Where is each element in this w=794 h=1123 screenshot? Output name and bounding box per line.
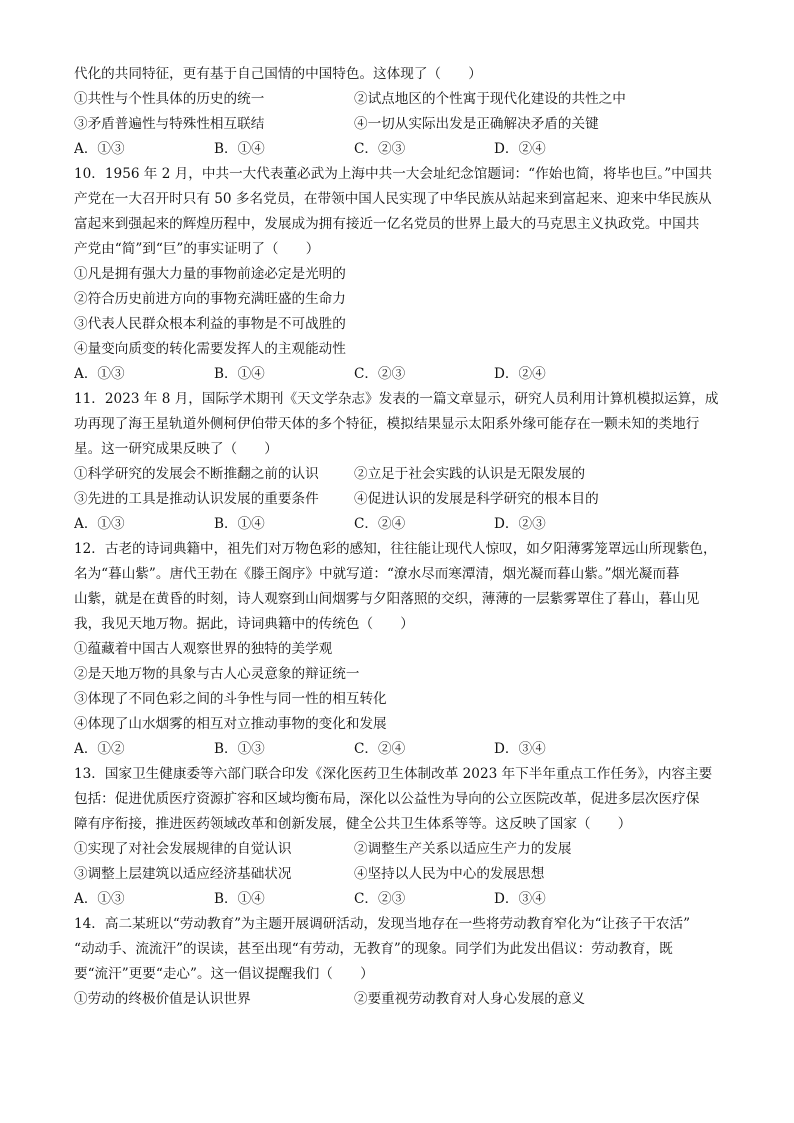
q12-option-a: A．①②	[74, 741, 125, 757]
q14-stem-line: 14．高二某班以“劳动教育”为主题开展调研活动，发现当地存在一些将劳动教育窄化为“让孩子干农活”	[74, 916, 691, 932]
q10-option-a: A．①③	[74, 366, 125, 382]
q10-stem-line: 富起来到强起来的辉煌历程中，发展成为拥有接近一亿名党员的世界上最大的马克思主义执政党。中国共	[74, 216, 700, 232]
q13-stem-line: 13．国家卫生健康委等六部门联合印发《深化医药卫生体制改革 2023 年下半年重点工作任务》，内容主要	[74, 766, 713, 782]
q12-statement-4: ④体现了山水烟雾的相互对立推动事物的变化和发展	[74, 716, 387, 732]
q11-option-d: D．②③	[494, 516, 546, 532]
q10-stem-line: 产党由“简”到“巨”的事实证明了（ ）	[74, 241, 320, 257]
q13-option-a: A．①③	[74, 891, 125, 907]
q11-option-a: A．①③	[74, 516, 125, 532]
q10-statement-3: ③代表人民群众根本利益的事物是不可战胜的	[74, 316, 346, 332]
q12-stem-line: 我，我见天地万物。据此，诗词典籍中的传统色（ ）	[74, 616, 414, 632]
q13-option-d: D．③④	[494, 891, 546, 907]
q11-options	[74, 512, 724, 537]
q9-option-b: B．①④	[214, 141, 265, 157]
q13-statements-row-2	[74, 862, 724, 887]
q11-statement-2: ②立足于社会实践的认识是无限发展的	[354, 466, 586, 482]
q12-options	[74, 737, 724, 762]
q9-statements-row-1	[74, 87, 724, 112]
q10-statement-4: ④量变向质变的转化需要发挥人的主观能动性	[74, 341, 346, 357]
q13-options	[74, 887, 724, 912]
q12-statement-2: ②是天地万物的具象与古人心灵意象的辩证统一	[74, 666, 360, 682]
q10-option-c: C．②③	[354, 366, 406, 382]
q10-options	[74, 362, 724, 387]
q12-stem-line: 12．古老的诗词典籍中，祖先们对万物色彩的感知，往往能让现代人惊叹，如夕阳薄雾笼罩远山所现紫色，	[74, 541, 717, 557]
exam-page	[74, 62, 724, 1012]
q9-statement-3: ③矛盾普遍性与特殊性相互联结	[74, 116, 265, 132]
q14-statement-1: ①劳动的终极价值是认识世界	[74, 991, 251, 1007]
q12-option-b: B．①③	[214, 741, 265, 757]
q12-stem-line: 山紫，就是在黄昏的时刻，诗人观察到山间烟雾与夕阳落照的交织，薄薄的一层紫雾罩住了暮山，暮山见	[74, 591, 700, 607]
q12-option-d: D．③④	[494, 741, 546, 757]
intro-line: 代化的共同特征，更有基于自己国情的中国特色。这体现了（ ）	[74, 66, 482, 82]
q11-statement-3: ③先进的工具是推动认识发展的重要条件	[74, 491, 319, 507]
q11-option-b: B．①④	[214, 516, 265, 532]
q10-stem-line: 10．1956 年 2 月，中共一大代表董必武为上海中共一大会址纪念馆题词：“作始也简，将毕也巨。”中国共	[74, 166, 712, 182]
q11-statements-row-2	[74, 487, 724, 512]
q14-statement-2: ②要重视劳动教育对人身心发展的意义	[354, 991, 586, 1007]
q13-statement-3: ③调整上层建筑以适应经济基础状况	[74, 866, 292, 882]
q14-statements-row-1	[74, 987, 724, 1012]
q13-statement-4: ④坚持以人民为中心的发展思想	[354, 866, 545, 882]
q10-statement-2: ②符合历史前进方向的事物充满旺盛的生命力	[74, 291, 346, 307]
q11-statement-1: ①科学研究的发展会不断推翻之前的认识	[74, 466, 319, 482]
q14-stem-line: 要“流汗”更要“走心”。这一倡议提醒我们（ ）	[74, 966, 374, 982]
q12-stem-line: 名为“暮山紫”。唐代王勃在《滕王阁序》中就写道：“潦水尽而寒潭清，烟光凝而暮山紫。”烟光凝而暮	[74, 566, 680, 582]
q9-statement-4: ④一切从实际出发是正确解决矛盾的关键	[354, 116, 599, 132]
q13-option-c: C．②③	[354, 891, 406, 907]
q9-statement-2: ②试点地区的个性寓于现代化建设的共性之中	[354, 91, 626, 107]
q13-stem-line: 包括：促进优质医疗资源扩容和区域均衡布局，深化以公益性为导向的公立医院改革，促进多层次医疗保	[74, 791, 700, 807]
q11-stem-line: 11．2023 年 8 月，国际学术期刊《天文学杂志》发表的一篇文章显示，研究人员利用计算机模拟运算，成	[74, 391, 719, 407]
q10-option-b: B．①④	[214, 366, 265, 382]
q13-stem-line: 障有序衔接，推进医药领域改革和创新发展，健全公共卫生体系等等。这反映了国家（ ）	[74, 816, 632, 832]
q14-stem-line: “动动手、流流汗”的误读，甚至出现“有劳动，无教育”的现象。同学们为此发出倡议：劳动教育，既	[74, 941, 673, 957]
q13-statement-1: ①实现了对社会发展规律的自觉认识	[74, 841, 292, 857]
q10-statement-1: ①凡是拥有强大力量的事物前途必定是光明的	[74, 266, 346, 282]
q10-stem-line: 产党在一大召开时只有 50 多名党员，在带领中国人民实现了中华民族从站起来到富起来、迎来中华民族从	[74, 191, 712, 207]
q11-statements-row-1	[74, 462, 724, 487]
q13-statements-row-1	[74, 837, 724, 862]
q12-statement-3: ③体现了不同色彩之间的斗争性与同一性的相互转化	[74, 691, 387, 707]
q9-options	[74, 137, 724, 162]
q13-option-b: B．①④	[214, 891, 265, 907]
q13-statement-2: ②调整生产关系以适应生产力的发展	[354, 841, 572, 857]
q11-option-c: C．②④	[354, 516, 406, 532]
q9-option-d: D．②④	[494, 141, 546, 157]
q9-statement-1: ①共性与个性具体的历史的统一	[74, 91, 265, 107]
q12-statement-1: ①蕴藏着中国古人观察世界的独特的美学观	[74, 641, 333, 657]
q9-option-a: A．①③	[74, 141, 125, 157]
q9-option-c: C．②③	[354, 141, 406, 157]
q10-option-d: D．②④	[494, 366, 546, 382]
q11-statement-4: ④促进认识的发展是科学研究的根本目的	[354, 491, 599, 507]
q12-option-c: C．②④	[354, 741, 406, 757]
q11-stem-line: 星。这一研究成果反映了（ ）	[74, 441, 278, 457]
q9-statements-row-2	[74, 112, 724, 137]
q11-stem-line: 功再现了海王星轨道外侧柯伊伯带天体的多个特征，模拟结果显示太阳系外缘可能存在一颗未知的类地行	[74, 416, 700, 432]
